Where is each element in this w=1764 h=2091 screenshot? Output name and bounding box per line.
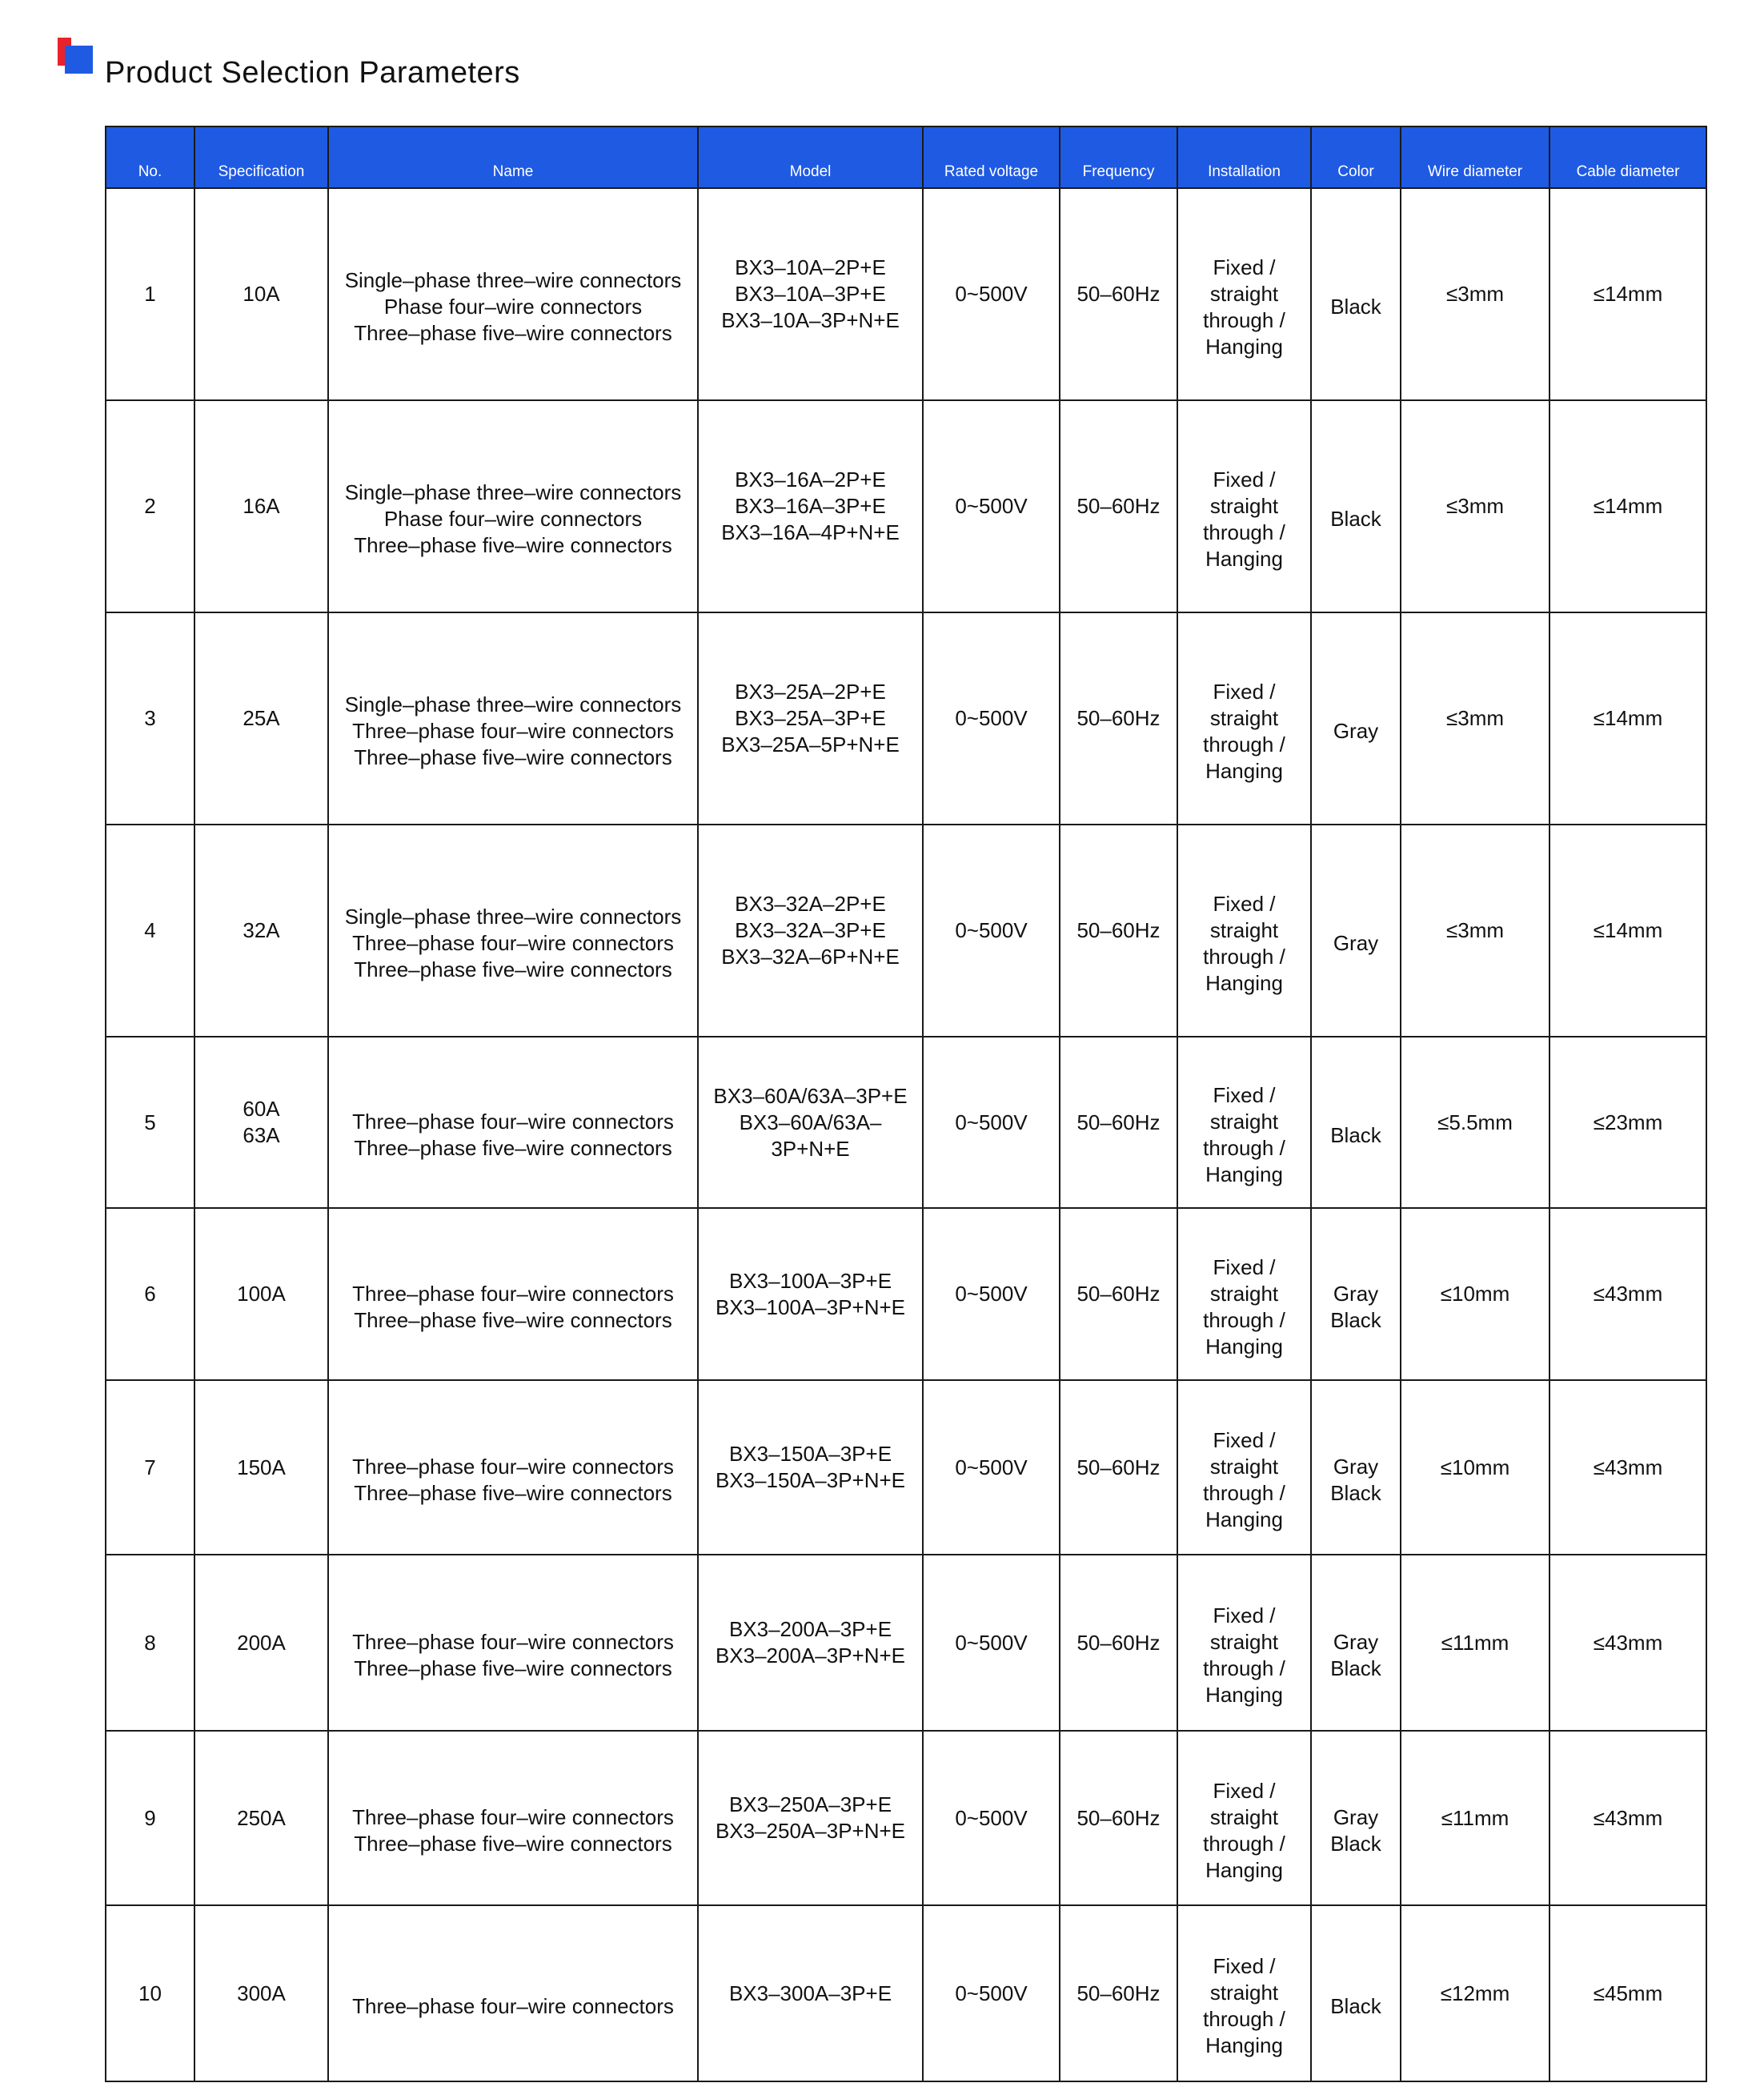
- cell-model-lines: [702, 1981, 919, 2007]
- table-row: [106, 1037, 1706, 1208]
- cell-name: [328, 1555, 698, 1731]
- cell-frequency: 50–60Hz: [1060, 825, 1177, 1037]
- cell-line: Three–phase five–wire connectors: [354, 1136, 672, 1160]
- cell-no: 6: [106, 1208, 194, 1380]
- cell-wire: ≤10mm: [1401, 1380, 1550, 1555]
- cell-spec-lines: [198, 281, 324, 307]
- cell-name: [328, 1905, 698, 2081]
- cell-line: Black: [1330, 1656, 1381, 1680]
- cell-line: Three–phase five–wire connectors: [354, 1656, 672, 1680]
- cell-line: BX3–16A–4P+N+E: [721, 520, 900, 544]
- cell-wire: ≤11mm: [1401, 1731, 1550, 1905]
- cell-line: 60A: [243, 1097, 280, 1121]
- column-header: Model: [698, 126, 923, 188]
- cell-name-lines: [332, 267, 694, 347]
- cell-color: [1311, 612, 1401, 825]
- cell-line: 100A: [237, 1282, 286, 1306]
- cell-color-lines: [1315, 1804, 1397, 1857]
- cell-line: Three–phase four–wire connectors: [352, 1110, 674, 1134]
- cell-line: straight: [1209, 493, 1279, 518]
- cell-line: Three–phase four–wire connectors: [352, 1993, 674, 2018]
- cell-frequency: 50–60Hz: [1060, 1555, 1177, 1731]
- cell-no: 7: [106, 1380, 194, 1555]
- cell-line: straight: [1209, 1981, 1279, 2005]
- logo-blue-square: [65, 46, 93, 74]
- cell-name: [328, 188, 698, 400]
- cell-name: [328, 400, 698, 612]
- cell-cable: ≤43mm: [1550, 1731, 1706, 1905]
- cell-frequency: 50–60Hz: [1060, 1380, 1177, 1555]
- cell-installation: [1177, 1731, 1311, 1905]
- cell-line: through /: [1203, 1656, 1285, 1680]
- cell-name-lines: [332, 1281, 694, 1334]
- cell-color: [1311, 1555, 1401, 1731]
- cell-no: 10: [106, 1905, 194, 2081]
- cell-name-lines: [332, 904, 694, 983]
- cell-line: Hanging: [1205, 970, 1283, 995]
- cell-frequency: 50–60Hz: [1060, 1208, 1177, 1380]
- cell-name: [328, 1731, 698, 1905]
- cell-line: straight: [1209, 1281, 1279, 1306]
- cell-line: BX3–150A–3P+E: [728, 1442, 892, 1466]
- cell-spec-lines: [198, 1455, 324, 1481]
- cell-line: Single–phase three–wire connectors: [344, 692, 682, 716]
- cell-line: straight: [1209, 1455, 1279, 1479]
- cell-line: Three–phase five–wire connectors: [354, 1307, 672, 1332]
- table-row: [106, 1208, 1706, 1380]
- cell-line: Hanging: [1205, 1162, 1283, 1186]
- cell-line: Fixed /: [1213, 1954, 1276, 1978]
- cell-color: [1311, 1731, 1401, 1905]
- cell-wire: ≤10mm: [1401, 1208, 1550, 1380]
- cell-spec: [194, 825, 328, 1037]
- cell-line: Black: [1330, 1307, 1381, 1332]
- cell-line: Gray: [1333, 1455, 1379, 1479]
- cell-line: BX3–10A–3P+N+E: [721, 308, 900, 332]
- cell-line: BX3–25A–3P+E: [735, 706, 886, 730]
- cell-line: straight: [1209, 917, 1279, 942]
- cell-line: straight: [1209, 1805, 1279, 1829]
- cell-cable: ≤43mm: [1550, 1380, 1706, 1555]
- cell-spec-lines: [198, 493, 324, 520]
- cell-wire: ≤3mm: [1401, 400, 1550, 612]
- cell-voltage: 0~500V: [923, 612, 1060, 825]
- cell-voltage: 0~500V: [923, 1905, 1060, 2081]
- cell-installation: [1177, 1037, 1311, 1208]
- cell-installation: [1177, 1905, 1311, 2081]
- cell-color: [1311, 1037, 1401, 1208]
- cell-line: Fixed /: [1213, 1779, 1276, 1803]
- cell-spec: [194, 400, 328, 612]
- cell-line: BX3–100A–3P+E: [728, 1268, 892, 1293]
- cell-line: Three–phase five–wire connectors: [354, 321, 672, 345]
- cell-name: [328, 1037, 698, 1208]
- cell-line: BX3–250A–3P+N+E: [715, 1819, 906, 1843]
- cell-line: Black: [1330, 507, 1381, 531]
- cell-voltage: 0~500V: [923, 188, 1060, 400]
- cell-installation-lines: [1181, 1427, 1307, 1533]
- cell-color: [1311, 1380, 1401, 1555]
- cell-installation-lines: [1181, 1603, 1307, 1708]
- cell-spec-lines: [198, 1096, 324, 1149]
- cell-line: BX3–60A/63A–3P+E: [713, 1083, 908, 1108]
- cell-line: through /: [1203, 307, 1285, 332]
- cell-color-lines: [1315, 1629, 1397, 1682]
- cell-wire: ≤5.5mm: [1401, 1037, 1550, 1208]
- cell-model-lines: [702, 467, 919, 546]
- cell-spec: [194, 1380, 328, 1555]
- cell-line: Three–phase four–wire connectors: [352, 931, 674, 955]
- cell-model-lines: [702, 1792, 919, 1844]
- cell-line: Three–phase five–wire connectors: [354, 1481, 672, 1505]
- cell-line: Black: [1330, 1832, 1381, 1856]
- cell-wire: ≤11mm: [1401, 1555, 1550, 1731]
- cell-installation: [1177, 1208, 1311, 1380]
- cell-color-lines: [1315, 506, 1397, 532]
- cell-line: Gray: [1333, 1281, 1379, 1306]
- cell-wire: ≤12mm: [1401, 1905, 1550, 2081]
- table-row: [106, 612, 1706, 825]
- table-body: [106, 188, 1706, 2081]
- cell-voltage: 0~500V: [923, 1380, 1060, 1555]
- cell-color-lines: [1315, 930, 1397, 957]
- cell-line: 200A: [237, 1630, 286, 1655]
- cell-model-lines: [702, 1616, 919, 1669]
- cell-cable: ≤45mm: [1550, 1905, 1706, 2081]
- cell-line: Three–phase five–wire connectors: [354, 745, 672, 769]
- cell-line: Hanging: [1205, 1683, 1283, 1707]
- cell-name-lines: [332, 1629, 694, 1682]
- cell-line: Phase four–wire connectors: [383, 295, 643, 319]
- cell-line: Hanging: [1205, 2033, 1283, 2057]
- cell-name: [328, 1208, 698, 1380]
- cell-line: straight: [1209, 1630, 1279, 1654]
- cell-installation: [1177, 188, 1311, 400]
- cell-line: Three–phase five–wire connectors: [354, 957, 672, 981]
- cell-line: through /: [1203, 1307, 1285, 1332]
- cell-line: Fixed /: [1213, 1083, 1276, 1107]
- cell-line: Three–phase four–wire connectors: [352, 1455, 674, 1479]
- cell-line: through /: [1203, 944, 1285, 969]
- cell-color-lines: [1315, 294, 1397, 320]
- cell-model: [698, 1905, 923, 2081]
- cell-installation-lines: [1181, 467, 1307, 572]
- cell-line: 32A: [243, 918, 280, 942]
- cell-model: [698, 1037, 923, 1208]
- cell-line: Hanging: [1205, 1507, 1283, 1531]
- cell-name-lines: [332, 480, 694, 559]
- cell-name-lines: [332, 1109, 694, 1162]
- cell-line: Three–phase four–wire connectors: [352, 719, 674, 743]
- cell-model: [698, 1208, 923, 1380]
- cell-installation-lines: [1181, 1082, 1307, 1188]
- cell-line: BX3–25A–5P+N+E: [721, 732, 900, 757]
- cell-frequency: 50–60Hz: [1060, 188, 1177, 400]
- cell-color-lines: [1315, 1454, 1397, 1507]
- cell-line: Three–phase four–wire connectors: [352, 1805, 674, 1829]
- cell-cable: ≤23mm: [1550, 1037, 1706, 1208]
- cell-model: [698, 1380, 923, 1555]
- cell-model: [698, 188, 923, 400]
- cell-model-lines: [702, 891, 919, 970]
- cell-line: Three–phase five–wire connectors: [354, 533, 672, 557]
- cell-installation-lines: [1181, 1953, 1307, 2059]
- cell-model-lines: [702, 1268, 919, 1321]
- cell-line: Black: [1330, 1122, 1381, 1147]
- cell-line: BX3–25A–2P+E: [735, 680, 886, 704]
- column-header: Installation: [1177, 126, 1311, 188]
- cell-line: BX3–10A–2P+E: [735, 255, 886, 279]
- cell-model: [698, 400, 923, 612]
- cell-color: [1311, 188, 1401, 400]
- cell-frequency: 50–60Hz: [1060, 1731, 1177, 1905]
- cell-model-lines: [702, 1441, 919, 1494]
- column-header: No.: [106, 126, 194, 188]
- cell-line: BX3–250A–3P+E: [728, 1792, 892, 1816]
- cell-line: Phase four–wire connectors: [383, 507, 643, 531]
- cell-cable: ≤14mm: [1550, 825, 1706, 1037]
- cell-no: 9: [106, 1731, 194, 1905]
- cell-line: Fixed /: [1213, 1428, 1276, 1452]
- cell-line: Fixed /: [1213, 1254, 1276, 1279]
- cell-line: BX3–300A–3P+E: [728, 1981, 892, 2005]
- cell-no: 3: [106, 612, 194, 825]
- cell-cable: ≤14mm: [1550, 188, 1706, 400]
- cell-model: [698, 1555, 923, 1731]
- cell-cable: ≤43mm: [1550, 1555, 1706, 1731]
- cell-line: Fixed /: [1213, 679, 1276, 704]
- cell-model-lines: [702, 1083, 919, 1162]
- cell-voltage: 0~500V: [923, 400, 1060, 612]
- cell-line: through /: [1203, 1832, 1285, 1856]
- cell-color-lines: [1315, 718, 1397, 744]
- cell-wire: ≤3mm: [1401, 825, 1550, 1037]
- column-header: Frequency: [1060, 126, 1177, 188]
- cell-color-lines: [1315, 1281, 1397, 1334]
- cell-no: 4: [106, 825, 194, 1037]
- cell-name: [328, 612, 698, 825]
- cell-color-lines: [1315, 1993, 1397, 2020]
- cell-line: 16A: [243, 494, 280, 518]
- cell-voltage: 0~500V: [923, 1037, 1060, 1208]
- cell-installation: [1177, 400, 1311, 612]
- table-row: [106, 1731, 1706, 1905]
- cell-installation-lines: [1181, 1254, 1307, 1360]
- cell-name-lines: [332, 1993, 694, 2020]
- cell-cable: ≤14mm: [1550, 400, 1706, 612]
- page-title: Product Selection Parameters: [105, 56, 520, 90]
- column-header: Rated voltage: [923, 126, 1060, 188]
- cell-name-lines: [332, 1804, 694, 1857]
- cell-color: [1311, 825, 1401, 1037]
- cell-model: [698, 612, 923, 825]
- column-header: Wire diameter: [1401, 126, 1550, 188]
- table-row: [106, 1380, 1706, 1555]
- cell-line: BX3–200A–3P+N+E: [715, 1644, 906, 1668]
- cell-line: BX3–32A–3P+E: [735, 918, 886, 942]
- cell-line: Single–phase three–wire connectors: [344, 268, 682, 292]
- cell-installation-lines: [1181, 891, 1307, 997]
- cell-line: Single–phase three–wire connectors: [344, 480, 682, 504]
- cell-line: BX3–16A–3P+E: [735, 494, 886, 518]
- cell-line: straight: [1209, 1110, 1279, 1134]
- cell-line: BX3–150A–3P+N+E: [715, 1468, 906, 1492]
- cell-line: Gray: [1333, 1630, 1379, 1654]
- cell-line: Hanging: [1205, 1858, 1283, 1882]
- cell-installation: [1177, 1555, 1311, 1731]
- cell-line: through /: [1203, 732, 1285, 757]
- cell-spec-lines: [198, 1281, 324, 1307]
- cell-line: Gray: [1333, 931, 1379, 955]
- cell-model-lines: [702, 679, 919, 758]
- brand-logo: [58, 38, 93, 74]
- cell-line: Hanging: [1205, 546, 1283, 571]
- cell-installation: [1177, 1380, 1311, 1555]
- cell-line: Fixed /: [1213, 255, 1276, 279]
- cell-cable: ≤14mm: [1550, 612, 1706, 825]
- cell-line: Three–phase four–wire connectors: [352, 1630, 674, 1654]
- cell-line: through /: [1203, 1136, 1285, 1160]
- cell-color-lines: [1315, 1122, 1397, 1149]
- cell-line: BX3–100A–3P+N+E: [715, 1294, 906, 1319]
- cell-line: 3P+N+E: [771, 1136, 850, 1161]
- cell-installation-lines: [1181, 255, 1307, 360]
- cell-line: Gray: [1333, 719, 1379, 743]
- cell-line: through /: [1203, 1481, 1285, 1505]
- cell-line: Black: [1330, 1481, 1381, 1505]
- table-row: [106, 825, 1706, 1037]
- cell-color: [1311, 400, 1401, 612]
- cell-spec-lines: [198, 705, 324, 732]
- table-row: [106, 400, 1706, 612]
- cell-line: Fixed /: [1213, 1603, 1276, 1627]
- cell-line: 300A: [237, 1981, 286, 2005]
- cell-installation-lines: [1181, 1778, 1307, 1884]
- cell-line: 25A: [243, 706, 280, 730]
- column-header: Specification: [194, 126, 328, 188]
- cell-name-lines: [332, 692, 694, 771]
- cell-spec: [194, 1037, 328, 1208]
- cell-line: straight: [1209, 281, 1279, 306]
- cell-color: [1311, 1905, 1401, 2081]
- cell-line: Three–phase four–wire connectors: [352, 1281, 674, 1306]
- cell-line: Fixed /: [1213, 467, 1276, 492]
- cell-line: 10A: [243, 282, 280, 306]
- table-row: [106, 188, 1706, 400]
- product-parameters-table: [105, 126, 1707, 2082]
- cell-line: through /: [1203, 2007, 1285, 2031]
- cell-line: BX3–16A–2P+E: [735, 468, 886, 492]
- cell-spec-lines: [198, 1981, 324, 2007]
- cell-name: [328, 825, 698, 1037]
- column-header: Color: [1311, 126, 1401, 188]
- cell-name: [328, 1380, 698, 1555]
- cell-name-lines: [332, 1454, 694, 1507]
- cell-model-lines: [702, 255, 919, 334]
- cell-color: [1311, 1208, 1401, 1380]
- cell-line: straight: [1209, 705, 1279, 730]
- cell-voltage: 0~500V: [923, 1555, 1060, 1731]
- cell-line: Three–phase five–wire connectors: [354, 1832, 672, 1856]
- cell-frequency: 50–60Hz: [1060, 1037, 1177, 1208]
- cell-model: [698, 1731, 923, 1905]
- cell-spec: [194, 188, 328, 400]
- cell-no: 2: [106, 400, 194, 612]
- cell-model: [698, 825, 923, 1037]
- cell-line: Fixed /: [1213, 891, 1276, 916]
- cell-line: Gray: [1333, 1805, 1379, 1829]
- cell-spec: [194, 1208, 328, 1380]
- cell-no: 8: [106, 1555, 194, 1731]
- cell-no: 5: [106, 1037, 194, 1208]
- table-row: [106, 1555, 1706, 1731]
- cell-voltage: 0~500V: [923, 1731, 1060, 1905]
- table-header-row: [106, 126, 1706, 188]
- column-header: Name: [328, 126, 698, 188]
- cell-line: BX3–10A–3P+E: [735, 282, 886, 306]
- cell-frequency: 50–60Hz: [1060, 612, 1177, 825]
- cell-line: BX3–32A–6P+N+E: [721, 945, 900, 969]
- cell-line: Hanging: [1205, 758, 1283, 783]
- cell-installation: [1177, 825, 1311, 1037]
- cell-line: 150A: [237, 1455, 286, 1479]
- cell-spec: [194, 612, 328, 825]
- cell-spec: [194, 1731, 328, 1905]
- cell-line: Black: [1330, 1993, 1381, 2018]
- cell-spec: [194, 1905, 328, 2081]
- cell-line: Hanging: [1205, 1334, 1283, 1359]
- cell-voltage: 0~500V: [923, 1208, 1060, 1380]
- cell-voltage: 0~500V: [923, 825, 1060, 1037]
- cell-no: 1: [106, 188, 194, 400]
- table-row: [106, 1905, 1706, 2081]
- cell-spec-lines: [198, 917, 324, 944]
- cell-spec-lines: [198, 1630, 324, 1656]
- cell-installation: [1177, 612, 1311, 825]
- cell-line: through /: [1203, 520, 1285, 544]
- cell-line: 63A: [243, 1123, 280, 1147]
- cell-line: Hanging: [1205, 334, 1283, 359]
- cell-spec-lines: [198, 1805, 324, 1832]
- column-header: Cable diameter: [1550, 126, 1706, 188]
- cell-line: Black: [1330, 295, 1381, 319]
- cell-cable: ≤43mm: [1550, 1208, 1706, 1380]
- cell-line: Single–phase three–wire connectors: [344, 905, 682, 929]
- cell-line: BX3–32A–2P+E: [735, 892, 886, 916]
- cell-wire: ≤3mm: [1401, 188, 1550, 400]
- cell-frequency: 50–60Hz: [1060, 400, 1177, 612]
- cell-frequency: 50–60Hz: [1060, 1905, 1177, 2081]
- cell-line: BX3–60A/63A–: [739, 1110, 882, 1134]
- cell-installation-lines: [1181, 679, 1307, 785]
- cell-line: BX3–200A–3P+E: [728, 1617, 892, 1641]
- cell-wire: ≤3mm: [1401, 612, 1550, 825]
- cell-spec: [194, 1555, 328, 1731]
- cell-line: 250A: [237, 1805, 286, 1830]
